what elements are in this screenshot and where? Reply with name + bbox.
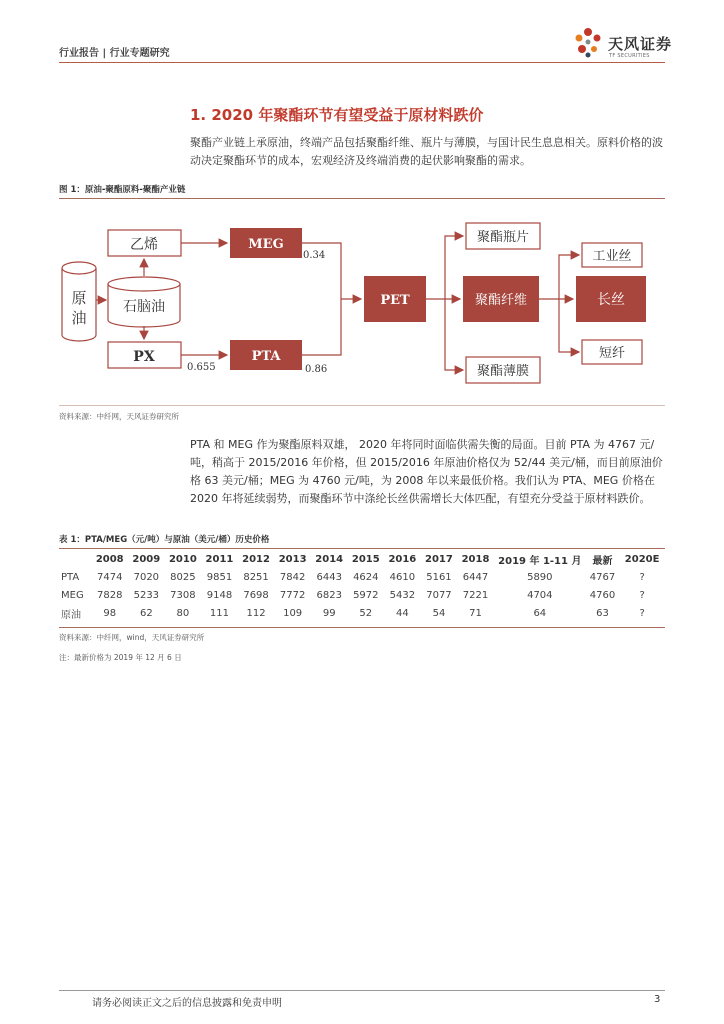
pta-label: PTA: [251, 349, 281, 364]
polyester-fiber-label: 聚酯纤维: [474, 293, 528, 308]
table-cell: 4610: [389, 571, 416, 583]
table-cell: 4760: [589, 589, 616, 601]
table-cell: 112: [246, 607, 266, 619]
table-cell: 7842: [279, 571, 306, 583]
filament-label: 长丝: [597, 292, 625, 308]
table-cell: 7020: [133, 571, 160, 583]
analysis-paragraph: PTA 和 MEG 作为聚酯原料双雄， 2020 年将同时面临供需失衡的局面。目前 PTA 为 4767 元/吨，稍高于 2015/2016 年价格，但 2015/2016 年原油价格仅为 52/44 美元/桶，而目前原油价格 63 美元/桶；MEG 为 4760 元/吨，为 2008 年以来最低价格。我们认为 PTA、MEG 价格在 2020 年将延续弱势，而聚酯环节中涤纶长丝供需增长大体匹配，有望充分受益于原材料跌价。: [190, 438, 663, 505]
pet-label: PET: [380, 293, 410, 308]
industry-chain-diagram: [59, 210, 665, 400]
table-header-cell: 2016: [388, 554, 417, 565]
table-cell: 7308: [170, 589, 196, 601]
table-header-cell: 2014: [315, 554, 344, 565]
line-pta-pet: [302, 299, 341, 355]
arrow-pet-bottle: [445, 236, 463, 299]
table-cell: 44: [396, 607, 409, 619]
section-title: 1. 2020 年聚酯环节有望受益于原材料跌价: [190, 106, 484, 124]
table-bottom-rule: [59, 627, 665, 628]
footer-disclaimer: 请务必阅读正文之后的信息披露和免责申明: [92, 998, 282, 1009]
table-header-cell: 2017: [425, 554, 453, 565]
logo-text: 天风证券: [608, 35, 673, 53]
ethylene-label: 乙烯: [130, 237, 158, 253]
table-header-cell: 2009: [132, 554, 161, 565]
table-top-rule: [59, 548, 665, 549]
header-divider: [59, 62, 665, 63]
table-cell: 6443: [316, 571, 342, 583]
staple-fiber-label: 短纤: [598, 346, 626, 361]
figure-top-rule: [59, 198, 665, 199]
table-header-cell: 2008: [95, 554, 124, 565]
table-cell: 54: [432, 607, 446, 619]
table-header-cell: 2020E: [624, 554, 660, 565]
table-header-cell: 2018: [461, 554, 490, 565]
meg-label: MEG: [248, 237, 284, 252]
table-header-cell: 2012: [242, 554, 270, 565]
header-breadcrumb: 行业报告 | 行业专题研究: [59, 48, 170, 59]
table-cell: 9851: [206, 571, 233, 583]
table-cell: 7828: [97, 589, 123, 601]
table-cell: ?: [639, 607, 645, 619]
figure-source: 资料来源：中纤网，天风证券研究所: [59, 412, 179, 421]
table-row-header: 原油: [61, 609, 81, 621]
table-cell: ?: [639, 571, 645, 583]
table-cell: 6823: [316, 589, 342, 601]
table-cell: 111: [209, 607, 230, 619]
table-row-header: MEG: [61, 589, 84, 601]
table-header-cell: 2011: [205, 554, 234, 565]
table-cell: 4704: [527, 589, 553, 601]
table-header-cell: 2010: [168, 554, 197, 565]
table-cell: 62: [139, 607, 153, 619]
table-header-cell: 最新: [592, 556, 613, 567]
table-row-header: PTA: [61, 571, 80, 583]
table-cell: 64: [533, 607, 547, 619]
table-cell: ?: [639, 589, 645, 601]
table-row: [59, 586, 665, 604]
crude-oil-label: 原油: [71, 289, 87, 327]
table-cell: 63: [596, 607, 609, 619]
table-cell: 8251: [243, 571, 269, 583]
table-cell: 71: [469, 607, 482, 619]
table-source: 资料来源：中纤网，wind，天风证券研究所: [59, 633, 205, 642]
table-cell: 5161: [426, 571, 452, 583]
figure-bottom-rule: [59, 405, 665, 406]
table-cell: 9148: [206, 589, 233, 601]
table-cell: 5233: [133, 589, 160, 601]
table-header-corner: [59, 551, 91, 568]
px-label: PX: [133, 349, 155, 365]
table-header-cell: 2013: [278, 554, 307, 565]
table-cell: 7772: [279, 589, 306, 601]
table-cell: 8025: [170, 571, 196, 583]
ratio-px: 0.655: [187, 362, 216, 373]
page-number: 3: [654, 994, 661, 1005]
table-note: 注：最新价格为 2019 年 12 月 6 日: [59, 653, 182, 662]
table-cell: 109: [283, 607, 303, 619]
table-row: [59, 568, 665, 586]
table-cell: 4767: [589, 571, 616, 583]
table-title: 表 1：PTA/MEG（元/吨）与原油（美元/桶）历史价格: [59, 535, 270, 545]
table-cell: 6447: [462, 571, 489, 583]
table-cell: 4624: [353, 571, 379, 583]
arrow-pet-film: [445, 299, 463, 370]
table-header-row: [59, 551, 665, 568]
price-history-table: [59, 551, 665, 622]
polyester-film-label: 聚酯薄膜: [476, 364, 530, 379]
table-cell: 7077: [426, 589, 452, 601]
table-cell: 7221: [462, 589, 489, 601]
table-cell: 5432: [389, 589, 416, 601]
tf-logo-icon: [570, 24, 606, 60]
intro-paragraph: 聚酯产业链上承原油，终端产品包括聚酯纤维、瓶片与薄膜，与国计民生息息相关。原料价格的波动决定聚酯环节的成本，宏观经济及终端消费的起伏影响聚酯的需求。: [190, 136, 663, 167]
table-row: [59, 604, 665, 622]
table-cell: 80: [176, 607, 190, 619]
industrial-yarn-label: 工业丝: [592, 249, 632, 264]
logo-subtext: TF SECURITIES: [609, 53, 650, 59]
table-cell: 5890: [527, 571, 553, 583]
table-cell: 52: [359, 607, 373, 619]
table-cell: 99: [322, 607, 336, 619]
figure-title: 图 1：原油-聚酯原料-聚酯产业链: [59, 185, 186, 195]
table-cell: 98: [103, 607, 117, 619]
polyester-bottle-label: 聚酯瓶片: [476, 230, 530, 245]
table-header-cell: 2019 年 1-11 月: [498, 556, 582, 567]
table-cell: 7474: [97, 571, 123, 583]
table-cell: 5972: [353, 589, 379, 601]
table-cell: 7698: [243, 589, 269, 601]
naphtha-label: 石脑油: [123, 299, 165, 315]
table-header-cell: 2015: [351, 554, 380, 565]
ratio-meg: 0.34: [303, 250, 326, 261]
footer-divider: [59, 990, 665, 991]
ratio-pta: 0.86: [305, 364, 328, 375]
